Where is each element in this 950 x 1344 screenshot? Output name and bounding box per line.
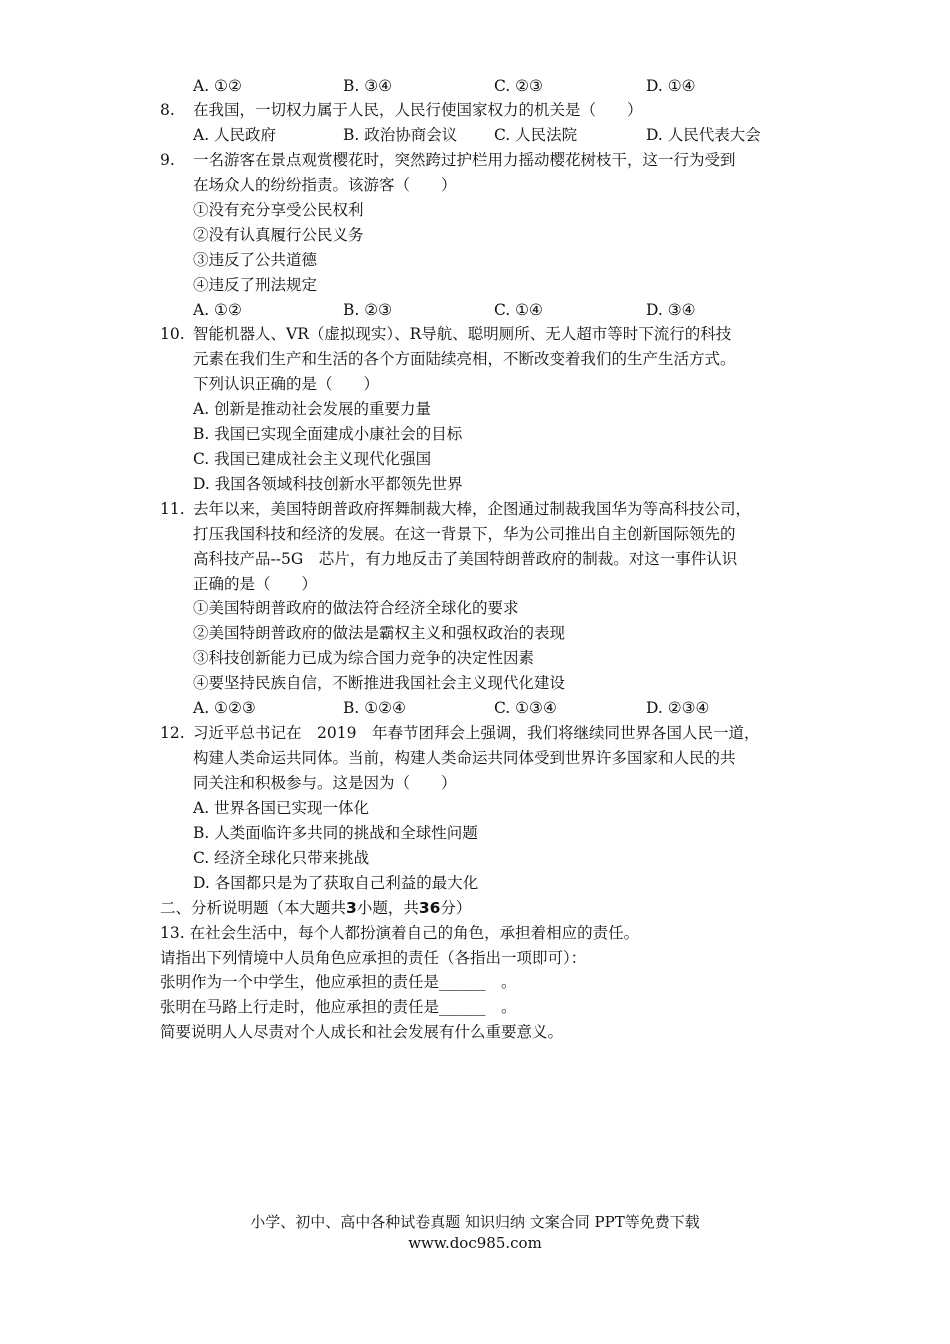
q11-stem-line: 去年以来，美国特朗普政府挥舞制裁大棒，企图通过制裁我国华为等高科技公司， [193,500,752,518]
q7-option-d: D. ①④ [646,77,696,95]
section-2-prefix: 二、分析说明题（本大题共 [160,899,347,917]
q13-instruction: 请指出下列情境中人员角色应承担的责任（各指出一项即可）： [160,949,587,967]
q13-stem-line: 13. 在社会生活中，每个人都扮演着自己的角色，承担着相应的责任。 [160,924,640,942]
q11-number: 11. [160,500,185,518]
q11-statement: ②美国特朗普政府的做法是霸权主义和强权政治的表现 [193,624,566,642]
q11-stem-line: 打压我国科技和经济的发展。在这一背景下，华为公司推出自主创新国际领先的 [193,525,736,543]
q9-statement: ②没有认真履行公民义务 [193,226,364,244]
q9-stem-line: 一名游客在景点观赏樱花时，突然跨过护栏用力摇动樱花树枝干，这一行为受到 [193,151,736,169]
q9-option-b: B. ②③ [343,301,393,319]
q11-statement: ③科技创新能力已成为综合国力竞争的决定性因素 [193,649,535,667]
q10-option-c: C. 我国已建成社会主义现代化强国 [193,450,432,468]
q8-option-c: C. 人民法院 [494,126,578,144]
q13-blank-road: 张明在马路上行走时，他应承担的责任是______ 。 [160,998,517,1016]
q12-option-c: C. 经济全球化只带来挑战 [193,849,370,867]
q10-stem-line: 智能机器人、VR（虚拟现实）、R导航、聪明厕所、无人超市等时下流行的科技 [193,325,732,343]
q12-stem-line: 同关注和积极参与。这是因为（ ） [193,774,457,792]
q13-significance: 简要说明人人尽责对个人成长和社会发展有什么重要意义。 [160,1023,564,1041]
q9-statement: ③违反了公共道德 [193,251,318,269]
q13-blank-student: 张明作为一个中学生，他应承担的责任是______ 。 [160,973,517,991]
q12-number: 12. [160,724,185,742]
q12-stem-line: 习近平总书记在 2019 年春节团拜会上强调，我们将继续同世界各国人民一道， [193,724,760,742]
q11-option-c: C. ①③④ [494,699,557,717]
q8-option-b: B. 政治协商会议 [343,126,458,144]
q10-option-a: A. 创新是推动社会发展的重要力量 [193,400,432,418]
q10-option-b: B. 我国已实现全面建成小康社会的目标 [193,425,463,443]
q11-stem-line: 正确的是（ ） [193,575,318,593]
q8-option-d: D. 人民代表大会 [646,126,761,144]
q9-number: 9. [160,151,175,169]
section-2-score: 36 [418,899,441,917]
section-2-suffix: 分） [440,899,472,917]
footer-text: 小学、初中、高中各种试卷真题 知识归纳 文案合同 PPT等免费下载 [250,1213,700,1231]
q8-number: 8. [160,101,175,119]
section-2-middle: 小题，共 [356,899,419,917]
q11-stem-line: 高科技产品--5G 芯片，有力地反击了美国特朗普政府的制裁。对这一事件认识 [193,550,738,568]
q12-option-a: A. 世界各国已实现一体化 [193,799,370,817]
q9-option-c: C. ①④ [494,301,543,319]
q12-option-b: B. 人类面临许多共同的挑战和全球性问题 [193,824,478,842]
q7-option-a: A. ①② [193,77,242,95]
q11-statement: ④要坚持民族自信，不断推进我国社会主义现代化建设 [193,674,566,692]
q7-option-b: B. ③④ [343,77,393,95]
q8-option-a: A. 人民政府 [193,126,277,144]
q10-option-d: D. 我国各领域科技创新水平都领先世界 [193,475,463,493]
q7-option-c: C. ②③ [494,77,543,95]
q12-stem-line: 构建人类命运共同体。当前，构建人类命运共同体受到世界许多国家和人民的共 [193,749,736,767]
q8-stem-line: 在我国，一切权力属于人民，人民行使国家权力的机关是（ ） [193,101,643,119]
section-2-heading [160,898,471,918]
q10-stem-line: 下列认识正确的是（ ） [193,375,380,393]
q9-option-a: A. ①② [193,301,242,319]
q9-stem-line: 在场众人的纷纷指责。该游客（ ） [193,176,457,194]
q12-option-d: D. 各国都只是为了获取自己利益的最大化 [193,874,479,892]
footer-url: www.doc985.com [408,1234,542,1252]
q11-option-b: B. ①②④ [343,699,406,717]
section-2-count: 3 [346,899,357,917]
q11-option-a: A. ①②③ [193,699,256,717]
q11-option-d: D. ②③④ [646,699,710,717]
q10-number: 10. [160,325,185,343]
q9-statement: ④违反了刑法规定 [193,276,318,294]
q9-option-d: D. ③④ [646,301,696,319]
q11-statement: ①美国特朗普政府的做法符合经济全球化的要求 [193,599,519,617]
q9-statement: ①没有充分享受公民权利 [193,201,364,219]
q10-stem-line: 元素在我们生产和生活的各个方面陆续亮相，不断改变着我们的生产生活方式。 [193,350,736,368]
